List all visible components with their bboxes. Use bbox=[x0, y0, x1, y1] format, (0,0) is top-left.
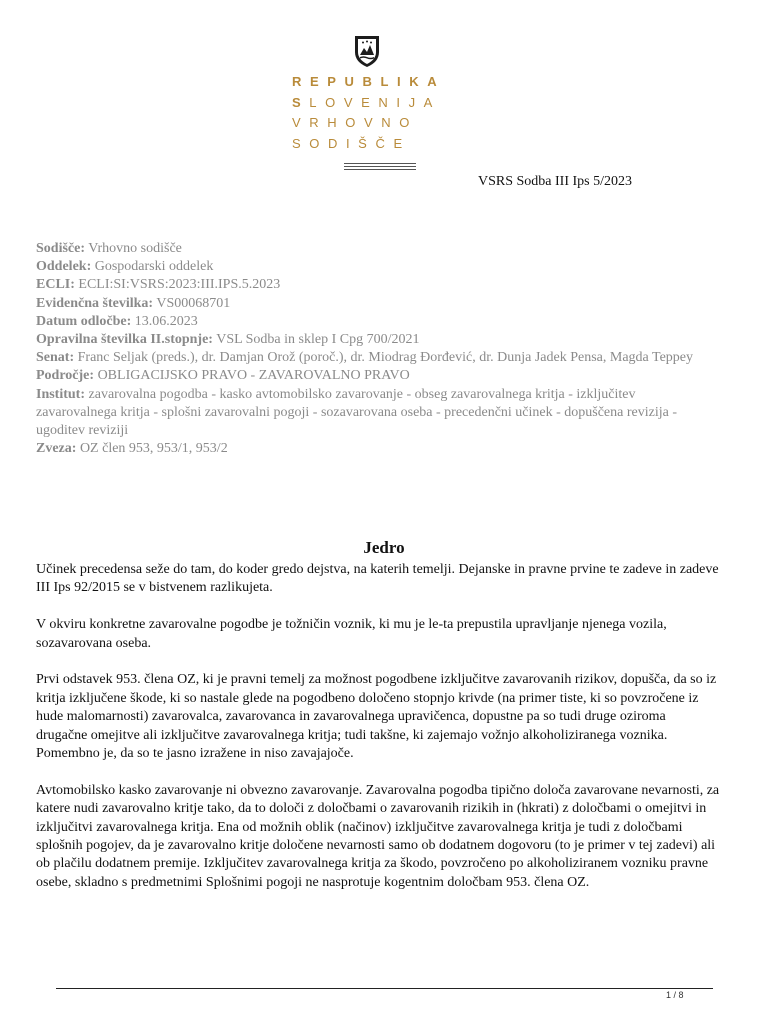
meta-label: Oddelek: bbox=[36, 259, 92, 275]
header-rule bbox=[344, 163, 416, 172]
meta-row-decision-date bbox=[36, 313, 716, 331]
meta-label: Sodišče: bbox=[36, 241, 85, 256]
court-name-line-4: SODIŠČE bbox=[292, 135, 411, 151]
core-paragraph: V okviru konkretne zavarovalne pogodbe je tožničin voznik, ki mu je le-ta prepustila upravljanje njenega vozila, sozavarovana oseba. bbox=[36, 617, 667, 651]
meta-label: Senat: bbox=[36, 350, 75, 366]
core-paragraph: Učinek precedensa seže do tam, do koder gredo dejstva, na katerih temelji. Dejanske in pravne prvine te zadeve in zadeve III Ips 92/2015 se v bistvenem razlikujeta. bbox=[36, 562, 719, 596]
meta-value: OBLIGACIJSKO PRAVO - ZAVAROVALNO PRAVO bbox=[97, 368, 410, 384]
core-body bbox=[36, 561, 720, 911]
core-paragraph: Prvi odstavek 953. člena OZ, ki je pravni temelj za možnost pogodbene izključitve zavarovanih rizikov, dopušča, da so iz kritja izključene škode, ki so nastale glede na pogodbeno določeno stopnjo krivde (na primer tiste, ki so povzročene iz hude malomarnosti) zavarovalca, zavarovanca in zavarovalnega upravičenca, dopustne pa so tudi druge oziroma drugačne omejitve ali izključitve zavarovalnega kritja; tudi takšne, ki zajemajo vožnjo alkoholiziranega voznika. Pomembno je, da so te jasno izražene in niso zavajajoče. bbox=[36, 672, 717, 762]
meta-row-second-instance-number bbox=[36, 331, 716, 349]
page-number: 1 / 8 bbox=[666, 990, 684, 1000]
meta-row-court bbox=[36, 240, 716, 258]
meta-label: Evidenčna številka: bbox=[36, 295, 154, 311]
core-title: Jedro bbox=[363, 538, 405, 557]
meta-label: Opravilna številka II.stopnje: bbox=[36, 332, 213, 348]
court-name-line-1: REPUBLIKA bbox=[292, 74, 446, 89]
court-name-line-3: VRHOVNO bbox=[292, 115, 418, 130]
meta-value: Gospodarski oddelek bbox=[94, 259, 214, 275]
core-paragraph: Avtomobilsko kasko zavarovanje ni obvezno zavarovanje. Zavarovalna pogodba tipično določa zavarovane nevarnosti, za katere nudi zavarovalno kritje tako, da to določi z določbami o zavarovanih rizikih in (hkrati) z določbami o omejitvi in izključitvi zavarovalnega kritja. Ena od možnih oblik (načinov) izključitve zavarovalnega kritja je tudi z določbami splošnih pogojev, da je zavarovalno kritje določene nevarnosti samo ob dodatnem dogovoru (to je primer v tej zadevi) ali ob plačilu dodatnem premije. Izključitev zavarovalnega kritja za škodo, povzročeno po alkoholiziranem vozniku pravne osebe, skladno s predmetnimi Splošnimi pogoji ne nasprotuje kogentnim določbam 953. člena OZ. bbox=[36, 782, 720, 890]
meta-label: Zveza: bbox=[36, 441, 77, 457]
meta-label: Institut: bbox=[36, 386, 86, 402]
case-id: VSRS Sodba III Ips 5/2023 bbox=[478, 174, 633, 189]
meta-row-connection bbox=[36, 440, 716, 458]
meta-row-department bbox=[36, 258, 716, 276]
meta-value: 13.06.2023 bbox=[134, 313, 198, 329]
meta-value: OZ člen 953, 953/1, 953/2 bbox=[79, 441, 228, 457]
meta-label: Področje: bbox=[36, 368, 95, 384]
meta-value: ECLI:SI:VSRS:2023:III.IPS.5.2023 bbox=[78, 277, 281, 293]
meta-row-senate bbox=[36, 349, 716, 367]
meta-value: VS00068701 bbox=[156, 295, 231, 311]
meta-label: Datum odločbe: bbox=[36, 313, 132, 329]
meta-row-record-number bbox=[36, 295, 716, 313]
meta-row-ecli bbox=[36, 276, 716, 294]
slovenia-coat-of-arms-icon bbox=[352, 34, 382, 68]
metadata-block bbox=[36, 240, 716, 458]
meta-label: ECLI: bbox=[36, 277, 75, 293]
meta-value: Franc Seljak (preds.), dr. Damjan Orož (poroč.), dr. Miodrag Đorđević, dr. Dunja Jadek Pensa, Magda Teppey bbox=[77, 350, 693, 366]
court-name-line-2: SLOVENIJA bbox=[292, 94, 441, 110]
meta-value: VSL Sodba in sklep I Cpg 700/2021 bbox=[216, 332, 420, 348]
footer-divider bbox=[56, 988, 713, 989]
meta-row-field bbox=[36, 367, 716, 385]
court-name bbox=[292, 72, 452, 154]
meta-value: zavarovalna pogodba - kasko avtomobilsko zavarovanje - obseg zavarovalnega kritja - izključitev zavarovalnega kritja - splošni zavarovalni pogoji - sozavarovana oseba - precedenčni učinek - dopuščena revizija - ugoditev reviziji bbox=[36, 386, 677, 439]
meta-value: Vrhovno sodišče bbox=[88, 241, 182, 256]
meta-row-institute bbox=[36, 386, 716, 441]
